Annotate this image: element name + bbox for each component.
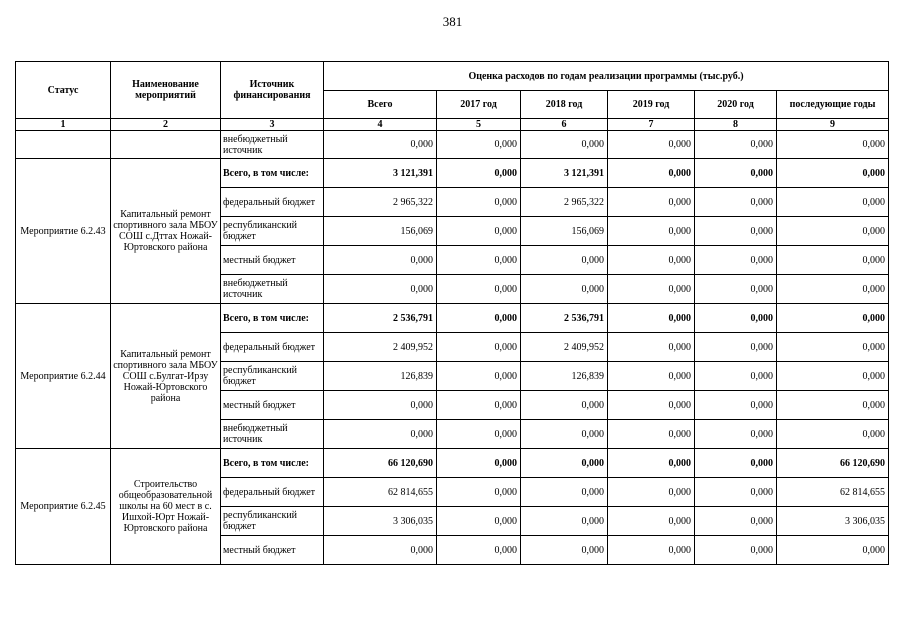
value-cell: 0,000 — [695, 275, 777, 304]
value-cell: 0,000 — [608, 391, 695, 420]
value-cell: 126,839 — [521, 362, 608, 391]
value-cell: 156,069 — [324, 217, 437, 246]
value-cell: 2 536,791 — [521, 304, 608, 333]
value-cell: 0,000 — [324, 391, 437, 420]
value-cell: 0,000 — [695, 391, 777, 420]
source-cell: федеральный бюджет — [221, 478, 324, 507]
value-cell: 0,000 — [777, 536, 889, 565]
value-cell: 0,000 — [437, 362, 521, 391]
header-total: Всего — [324, 91, 437, 119]
value-cell: 0,000 — [437, 478, 521, 507]
value-cell: 0,000 — [695, 159, 777, 188]
value-cell: 3 306,035 — [777, 507, 889, 536]
value-cell: 0,000 — [437, 391, 521, 420]
value-cell: 0,000 — [777, 246, 889, 275]
col-index: 4 — [324, 119, 437, 131]
value-cell: 66 120,690 — [777, 449, 889, 478]
value-cell: 0,000 — [437, 420, 521, 449]
value-cell: 0,000 — [608, 275, 695, 304]
source-cell: местный бюджет — [221, 536, 324, 565]
source-cell: внебюджетный источник — [221, 131, 324, 159]
value-cell: 3 306,035 — [324, 507, 437, 536]
value-cell: 0,000 — [695, 131, 777, 159]
value-cell: 0,000 — [608, 333, 695, 362]
value-cell: 0,000 — [437, 304, 521, 333]
value-cell: 0,000 — [608, 507, 695, 536]
source-cell: республиканский бюджет — [221, 362, 324, 391]
page-number: 381 — [442, 14, 463, 29]
value-cell: 0,000 — [437, 507, 521, 536]
table-row — [16, 159, 889, 188]
value-cell: 0,000 — [777, 362, 889, 391]
header-2019: 2019 год — [608, 91, 695, 119]
value-cell: 0,000 — [437, 333, 521, 362]
col-index: 9 — [777, 119, 889, 131]
value-cell: 0,000 — [695, 420, 777, 449]
value-cell: 0,000 — [777, 159, 889, 188]
value-cell: 0,000 — [521, 275, 608, 304]
name-cell: Строительство общеобразовательной школы на 60 мест в с. Ишхой-Юрт Ножай-Юртовского района — [111, 449, 221, 565]
status-cell: Мероприятие 6.2.45 — [16, 449, 111, 565]
table-row — [16, 449, 889, 478]
value-cell: 62 814,655 — [324, 478, 437, 507]
value-cell: 0,000 — [777, 275, 889, 304]
col-index: 5 — [437, 119, 521, 131]
source-cell: местный бюджет — [221, 246, 324, 275]
value-cell: 0,000 — [608, 188, 695, 217]
column-index-row — [16, 119, 889, 131]
value-cell: 0,000 — [695, 246, 777, 275]
col-index: 3 — [221, 119, 324, 131]
table-row — [16, 131, 889, 159]
source-cell: федеральный бюджет — [221, 333, 324, 362]
value-cell: 0,000 — [521, 246, 608, 275]
value-cell: 2 965,322 — [521, 188, 608, 217]
value-cell: 0,000 — [695, 449, 777, 478]
status-cell: Мероприятие 6.2.44 — [16, 304, 111, 449]
value-cell: 0,000 — [608, 217, 695, 246]
source-cell: местный бюджет — [221, 391, 324, 420]
value-cell: 156,069 — [521, 217, 608, 246]
status-cell — [16, 131, 111, 159]
source-cell: республиканский бюджет — [221, 507, 324, 536]
value-cell: 0,000 — [521, 507, 608, 536]
value-cell: 0,000 — [608, 131, 695, 159]
value-cell: 2 409,952 — [521, 333, 608, 362]
value-cell: 126,839 — [324, 362, 437, 391]
value-cell: 0,000 — [324, 275, 437, 304]
value-cell: 0,000 — [777, 420, 889, 449]
header-status: Статус — [16, 62, 111, 119]
value-cell: 0,000 — [695, 507, 777, 536]
value-cell: 62 814,655 — [777, 478, 889, 507]
value-cell: 0,000 — [695, 188, 777, 217]
value-cell: 0,000 — [437, 188, 521, 217]
value-cell: 0,000 — [608, 478, 695, 507]
value-cell: 66 120,690 — [324, 449, 437, 478]
value-cell: 0,000 — [695, 333, 777, 362]
table-row — [16, 304, 889, 333]
value-cell: 3 121,391 — [521, 159, 608, 188]
header-source: Источник финансирования — [221, 62, 324, 119]
name-cell: Капитальный ремонт спортивного зала МБОУ СОШ с.Булгат-Ирзу Ножай-Юртовского района — [111, 304, 221, 449]
value-cell: 2 965,322 — [324, 188, 437, 217]
header-2017: 2017 год — [437, 91, 521, 119]
source-cell: Всего, в том числе: — [221, 449, 324, 478]
value-cell: 0,000 — [777, 217, 889, 246]
header-name: Наименование мероприятий — [111, 62, 221, 119]
value-cell: 0,000 — [608, 246, 695, 275]
value-cell: 0,000 — [777, 304, 889, 333]
source-cell: внебюджетный источник — [221, 420, 324, 449]
expenses-table — [15, 61, 889, 565]
col-index: 7 — [608, 119, 695, 131]
col-index: 2 — [111, 119, 221, 131]
value-cell: 0,000 — [437, 131, 521, 159]
status-cell: Мероприятие 6.2.43 — [16, 159, 111, 304]
value-cell: 2 536,791 — [324, 304, 437, 333]
col-index: 1 — [16, 119, 111, 131]
value-cell: 0,000 — [437, 536, 521, 565]
value-cell: 0,000 — [608, 304, 695, 333]
name-cell — [111, 131, 221, 159]
value-cell: 0,000 — [608, 362, 695, 391]
header-estimate: Оценка расходов по годам реализации программы (тыс.руб.) — [324, 62, 889, 91]
value-cell: 0,000 — [324, 536, 437, 565]
value-cell: 0,000 — [521, 536, 608, 565]
value-cell: 0,000 — [695, 304, 777, 333]
value-cell: 2 409,952 — [324, 333, 437, 362]
value-cell: 0,000 — [777, 391, 889, 420]
value-cell: 0,000 — [437, 159, 521, 188]
value-cell: 0,000 — [695, 536, 777, 565]
value-cell: 0,000 — [437, 449, 521, 478]
name-cell: Капитальный ремонт спортивного зала МБОУ СОШ с.Дттах Ножай-Юртовского района — [111, 159, 221, 304]
value-cell: 0,000 — [521, 478, 608, 507]
header-later: последующие годы — [777, 91, 889, 119]
value-cell: 0,000 — [695, 217, 777, 246]
value-cell: 0,000 — [437, 246, 521, 275]
value-cell: 0,000 — [777, 188, 889, 217]
col-index: 8 — [695, 119, 777, 131]
value-cell: 0,000 — [521, 391, 608, 420]
source-cell: республиканский бюджет — [221, 217, 324, 246]
value-cell: 0,000 — [521, 449, 608, 478]
source-cell: федеральный бюджет — [221, 188, 324, 217]
source-cell: Всего, в том числе: — [221, 159, 324, 188]
value-cell: 0,000 — [608, 159, 695, 188]
value-cell: 0,000 — [521, 420, 608, 449]
col-index: 6 — [521, 119, 608, 131]
source-cell: внебюджетный источник — [221, 275, 324, 304]
value-cell: 0,000 — [437, 275, 521, 304]
value-cell: 0,000 — [608, 449, 695, 478]
value-cell: 0,000 — [777, 131, 889, 159]
value-cell: 0,000 — [777, 333, 889, 362]
value-cell: 0,000 — [324, 246, 437, 275]
value-cell: 0,000 — [608, 536, 695, 565]
header-2018: 2018 год — [521, 91, 608, 119]
value-cell: 0,000 — [608, 420, 695, 449]
header-2020: 2020 год — [695, 91, 777, 119]
value-cell: 0,000 — [324, 131, 437, 159]
value-cell: 3 121,391 — [324, 159, 437, 188]
value-cell: 0,000 — [521, 131, 608, 159]
value-cell: 0,000 — [437, 217, 521, 246]
source-cell: Всего, в том числе: — [221, 304, 324, 333]
value-cell: 0,000 — [695, 362, 777, 391]
value-cell: 0,000 — [324, 420, 437, 449]
value-cell: 0,000 — [695, 478, 777, 507]
